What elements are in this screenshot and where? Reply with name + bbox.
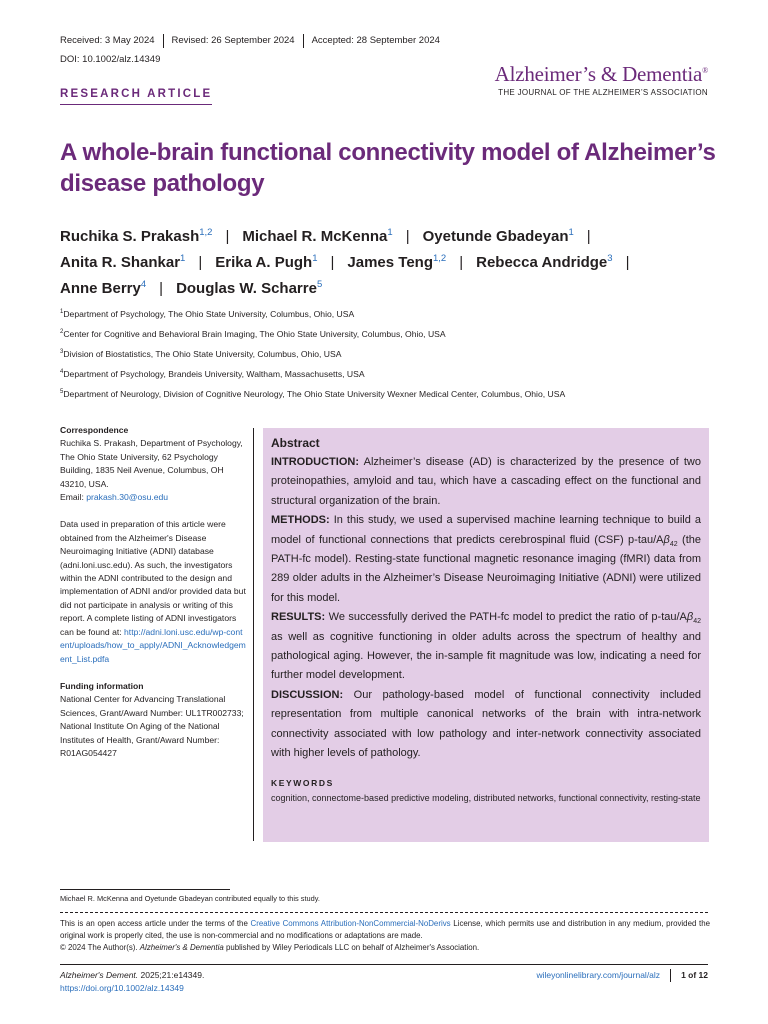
adni-link[interactable]: http://adni.loni.usc.edu/wp-content/uploads/how_to_apply/ADNI_Acknowledgement_List.pdfa <box>60 626 246 664</box>
author[interactable]: Erika A. Pugh$^1$ <box>215 253 318 271</box>
license-notice: This is an open access article under the terms of the Creative Commons Attribution-NonCommercial-NoDerivs License, which permits use and distribution in any medium, provided the original work is properly cited, the use is non-commercial and no modifications or adaptations are made. © 2024 The Author(s). Alzheimer's & Dementia published by Wiley Periodicals LLC on behalf of Alzheimer's Association. <box>60 919 711 952</box>
abstract-introduction: INTRODUCTION: Alzheimer’s disease (AD) is characterized by the presence of two proteinopathies, amyloid and tau, which have a cascading effect on the functional and structural organization of the brain. <box>271 456 701 507</box>
doi-link[interactable]: https://doi.org/10.1002/alz.14349 <box>60 983 184 993</box>
author-separator: | <box>625 254 630 271</box>
author[interactable]: Douglas W. Scharre$^5$ <box>176 279 323 297</box>
author[interactable]: Michael R. McKenna$^1$ <box>242 227 393 245</box>
correspondence-heading: Correspondence <box>60 425 129 435</box>
funding-text: National Center for Advancing Translational Sciences, Grant/Award Number: UL1TR002733; National Institute On Aging of the National Institutes of Health, Grant/Award Number: R01AG054427 <box>60 694 244 758</box>
author-list <box>60 224 720 302</box>
author-separator: | <box>198 254 203 271</box>
author[interactable]: Anne Berry$^4$ <box>60 279 147 297</box>
author-separator: | <box>459 254 464 271</box>
author[interactable]: Oyetunde Gbadeyan$^1$ <box>422 227 574 245</box>
author[interactable]: Ruchika S. Prakash$^{1,2}$ <box>60 227 213 245</box>
email-link[interactable]: prakash.30@osu.edu <box>86 492 169 503</box>
journal-website-link[interactable]: wileyonlinelibrary.com/journal/alz <box>536 969 671 982</box>
journal-name: Alzheimer’s & Dementia <box>494 62 703 86</box>
revised-date: Revised: 26 September 2024 <box>163 34 303 48</box>
abstract-box <box>263 428 709 842</box>
affiliation: $^5$Department of Neurology, Division of Cognitive Neurology, The Ohio State University Wexner Medical Center, Columbus, Ohio, USA <box>60 389 566 399</box>
author[interactable]: Rebecca Andridge$^3$ <box>476 253 613 271</box>
author-separator: | <box>159 280 164 297</box>
affiliation: $^2$Center for Cognitive and Behavioral Brain Imaging, The Ohio State University, Columbus, Ohio, USA <box>60 329 446 339</box>
author[interactable]: James Teng$^{1,2}$ <box>347 253 447 271</box>
affiliation: $^3$Division of Biostatistics, The Ohio State University, Columbus, Ohio, USA <box>60 349 342 359</box>
sidebar-divider <box>253 428 254 841</box>
registered-mark: ® <box>702 66 708 75</box>
license-divider <box>60 912 708 913</box>
abstract-heading: Abstract <box>271 436 320 450</box>
received-date: Received: 3 May 2024 <box>60 35 155 46</box>
article-type: RESEARCH ARTICLE <box>60 88 212 105</box>
affiliation: $^4$Department of Psychology, Brandeis University, Waltham, Massachusetts, USA <box>60 369 365 379</box>
abstract-results: RESULTS: We successfully derived the PATH-fc model to predict the ratio of $p-tau/A\beta_{42}$ as well as cognitive functioning in older adults across the spectrum of healthy and pathological aging. However, the in-sample fit magnitude was low, indicating a need for further model development. <box>271 611 701 682</box>
author-separator: | <box>586 228 591 245</box>
funding-heading: Funding information <box>60 680 144 691</box>
author-separator: | <box>330 254 335 271</box>
abstract-methods: METHODS: In this study, we used a supervised machine learning technique to build a model of functional connections that predicts cerebrospinal fluid (CSF) $p-tau/A\beta_{42}$ (the PATH-fc model). Resting-state functional magnetic resonance imaging (fMRI) data from 289 older adults in the Alzheimer’s Disease Neuroimaging Initiative (ADNI) were utilized for this model. <box>271 514 701 604</box>
adni-note: Data used in preparation of this article were obtained from the Alzheimer's Disease Neuroimaging Initiative (ADNI) database (adni.loni.usc.edu). As such, the investigators within the ADNI contributed to the design and implementation of ADNI and/or provided data but did not participate in analysis or writing of this report. A complete listing of ADNI investigators can be found at: http://adni.loni.usc.edu/wp-content/uploads/how_to_apply/ADNI_Acknowledgement_List.pdfa <box>60 519 246 664</box>
article-doi: DOI: 10.1002/alz.14349 <box>60 54 161 65</box>
author-separator: | <box>405 228 410 245</box>
affiliations <box>60 308 720 408</box>
affiliation: $^1$Department of Psychology, The Ohio State University, Columbus, Ohio, USA <box>60 309 355 319</box>
article-title: A whole-brain functional connectivity model of Alzheimer’s disease pathology <box>60 139 716 197</box>
author-separator: | <box>225 228 230 245</box>
contribution-footnote: Michael R. McKenna and Oyetunde Gbadeyan contributed equally to this study. <box>60 894 320 903</box>
keywords-heading: KEYWORDS <box>271 777 334 788</box>
page-number: 1 of 12 <box>681 970 708 980</box>
journal-subtitle: THE JOURNAL OF THE ALZHEIMER’S ASSOCIATION <box>498 88 708 97</box>
keywords-list: cognition, connectome-based predictive modeling, distributed networks, functional connectivity, resting-state <box>271 792 701 803</box>
author[interactable]: Anita R. Shankar$^1$ <box>60 253 186 271</box>
license-link[interactable]: Creative Commons Attribution-NonCommercial-NoDerivs <box>250 919 451 928</box>
accepted-date: Accepted: 28 September 2024 <box>303 34 448 48</box>
footnote-divider <box>60 889 230 890</box>
citation: Alzheimer's Dement. 2025;21:e14349. https://doi.org/10.1002/alz.14349 <box>60 970 205 993</box>
journal-logo <box>495 62 708 97</box>
correspondence-block: Ruchika S. Prakash, Department of Psychology, The Ohio State University, 62 Psychology Building, 1835 Neil Avenue, Columbus, OH 43210, USA. Email: prakash.30@osu.edu <box>60 438 243 503</box>
sidebar <box>60 424 246 774</box>
abstract-discussion: DISCUSSION: Our pathology-based model of functional connectivity included representation from multiple canonical networks of the brain with intra-network connectivity associated with low pathology and inter-network connectivity associated with higher levels of pathology. <box>271 688 702 760</box>
citation-journal: Alzheimer's Dement. <box>60 970 139 980</box>
page-info <box>536 969 708 982</box>
footer-divider <box>60 964 708 965</box>
article-dates <box>60 34 448 48</box>
